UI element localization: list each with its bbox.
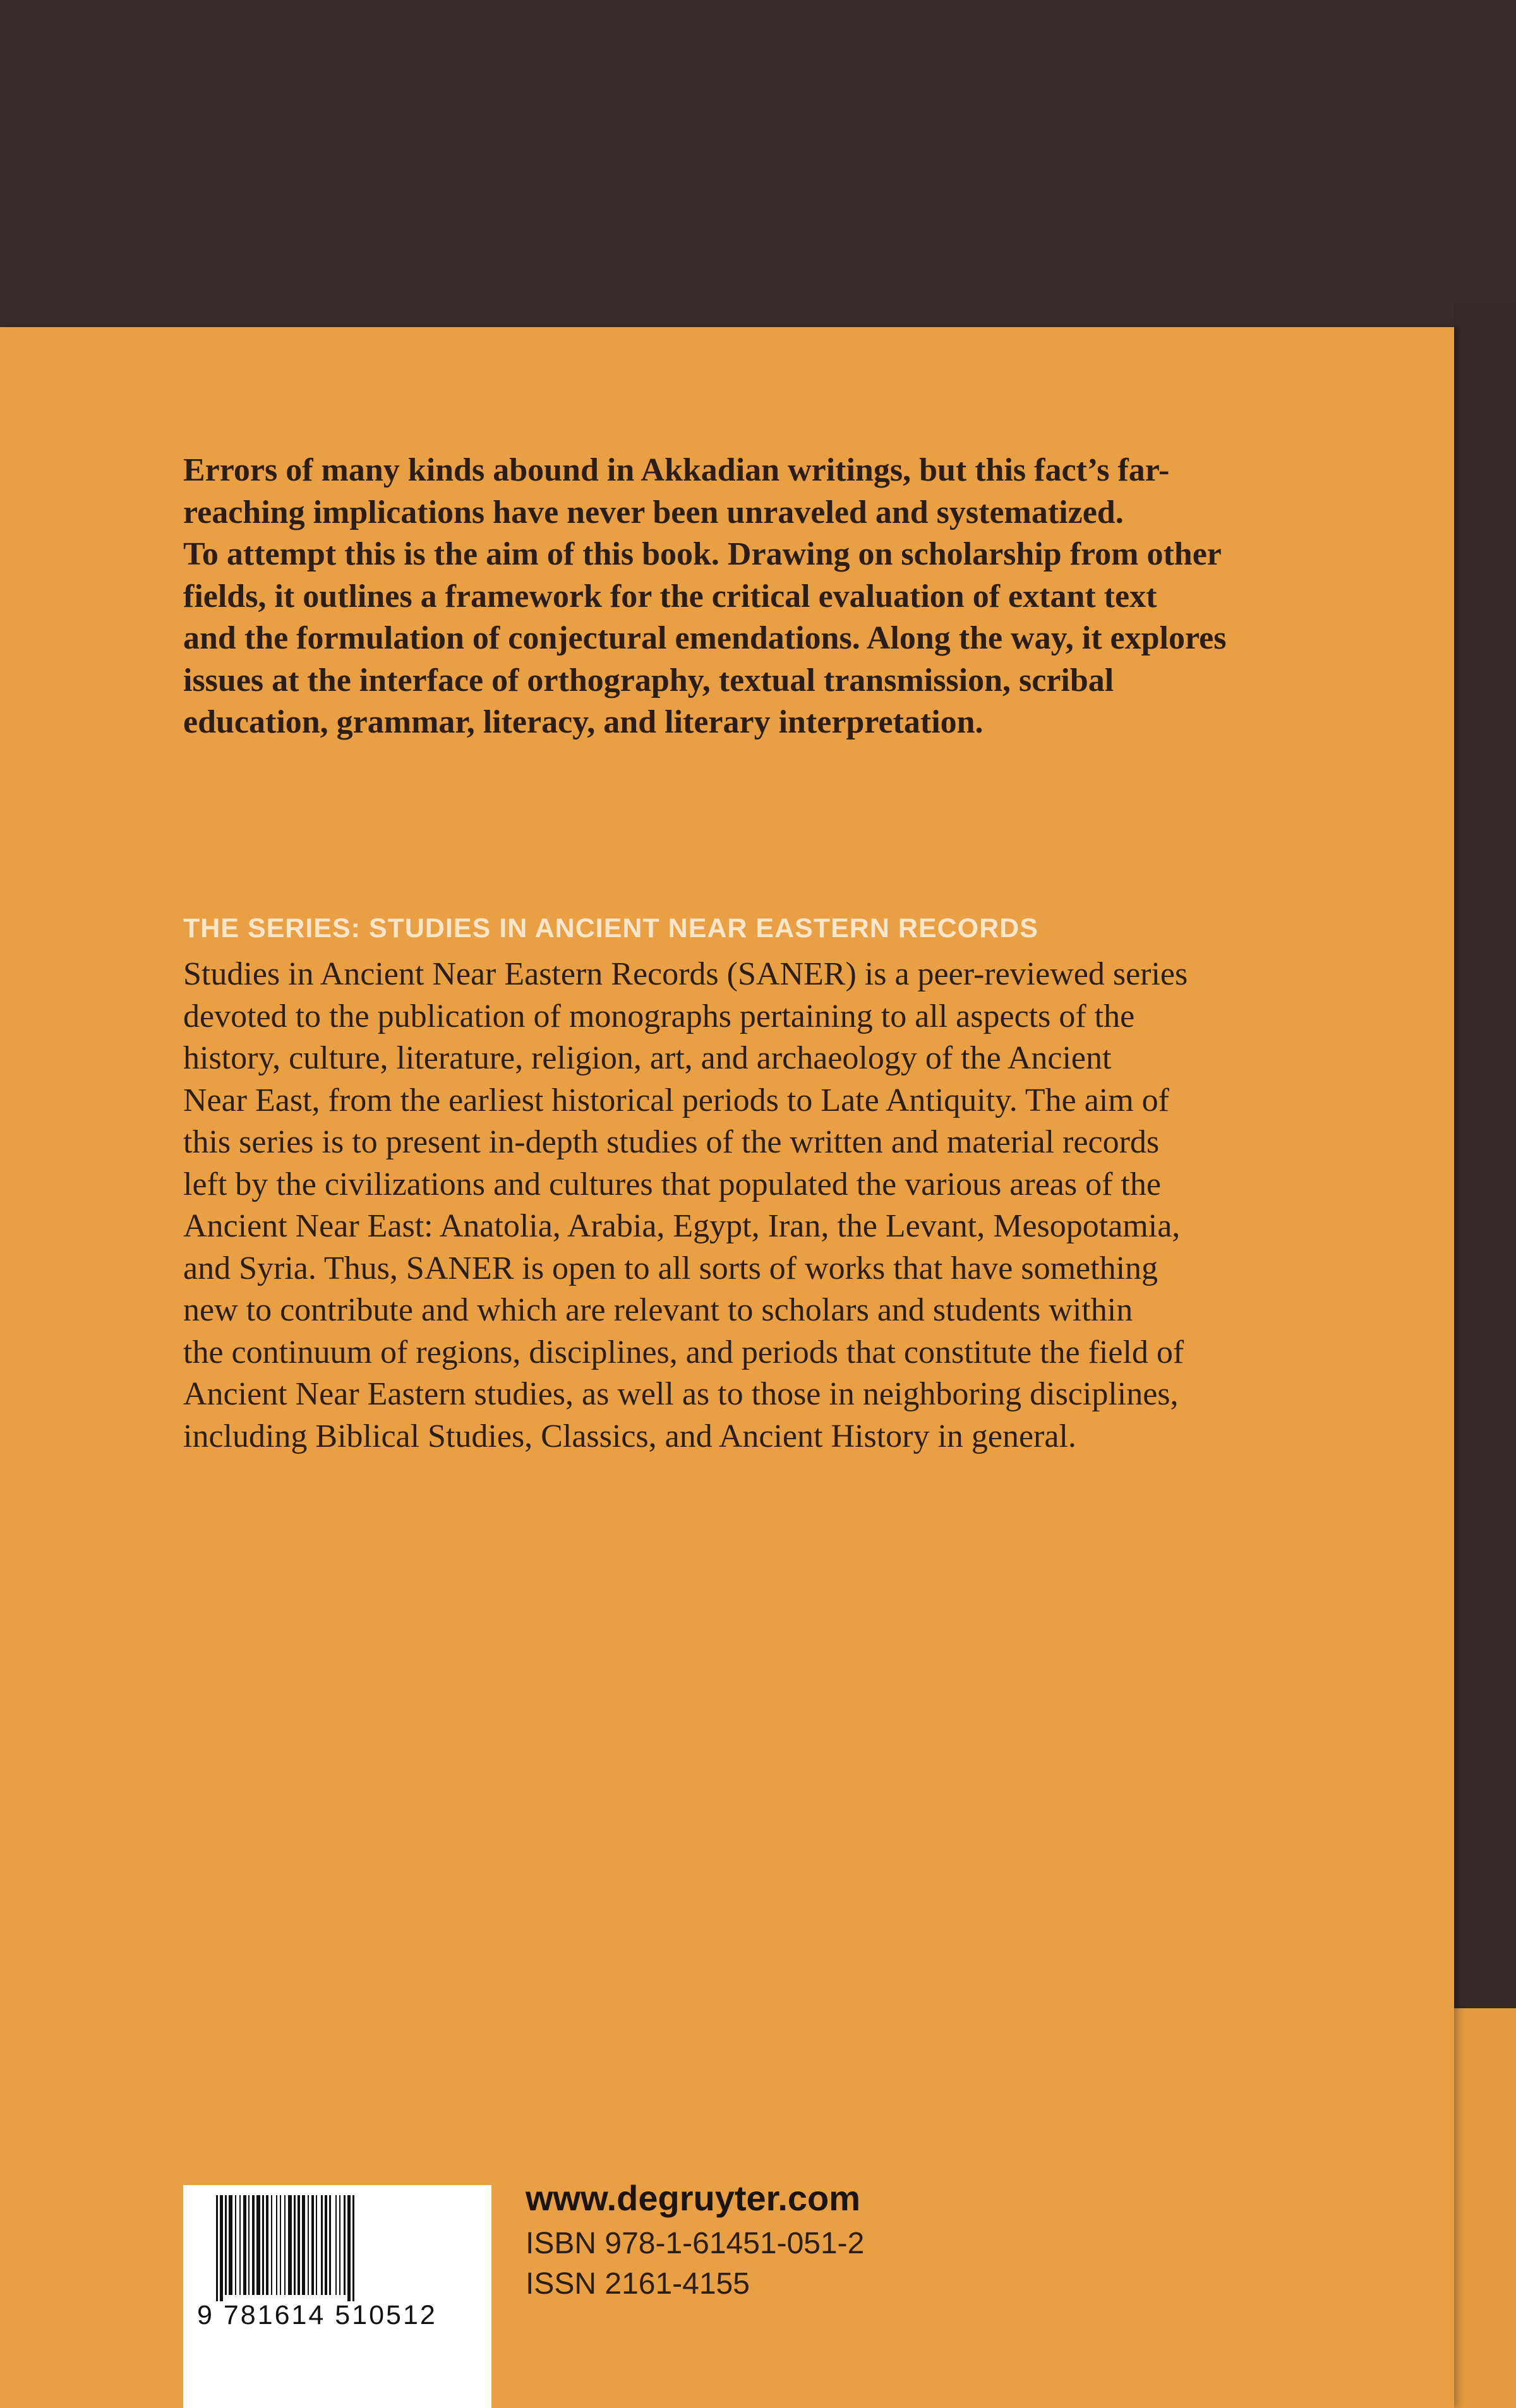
barcode-bar — [271, 2195, 272, 2295]
barcode-bar — [294, 2195, 296, 2295]
series-line: Ancient Near Eastern studies, as well as to those in neighboring disciplines, — [183, 1376, 1179, 1412]
barcode — [183, 2185, 491, 2408]
barcode-bar — [329, 2195, 331, 2295]
barcode-bar — [325, 2195, 327, 2295]
barcode-bar — [308, 2195, 309, 2295]
barcode-bar — [352, 2195, 354, 2301]
top-dark-band — [0, 0, 1516, 327]
blurb-line: reaching implications have never been unraveled and systematized. — [183, 494, 1124, 530]
barcode-bar — [280, 2195, 281, 2295]
series-line: and Syria. Thus, SANER is open to all sorts of works that have something — [183, 1250, 1158, 1286]
series-line: Studies in Ancient Near Eastern Records (SANER) is a peer-reviewed series — [183, 956, 1188, 992]
barcode-bar — [262, 2195, 264, 2295]
spine-orange-band — [1454, 2008, 1516, 2408]
barcode-bar — [225, 2195, 227, 2295]
series-line: devoted to the publication of monographs pertaining to all aspects of the — [183, 998, 1135, 1034]
spine-dark-band — [1454, 303, 1516, 2008]
series-line: this series is to present in-depth studies of the written and material records — [183, 1124, 1160, 1160]
barcode-bar — [276, 2195, 277, 2295]
barcode-bar — [335, 2195, 337, 2295]
barcode-bar — [239, 2195, 241, 2295]
barcode-bar — [344, 2195, 346, 2295]
barcode-digits: 9 781614 510512 — [197, 2300, 437, 2330]
barcode-bar — [235, 2195, 236, 2295]
barcode-bar — [266, 2195, 268, 2295]
blurb-line: education, grammar, literacy, and literary interpretation. — [183, 704, 984, 740]
series-line: new to contribute and which are relevant to scholars and students within — [183, 1292, 1133, 1328]
barcode-bar — [220, 2195, 223, 2301]
series-line: left by the civilizations and cultures that populated the various areas of the — [183, 1166, 1161, 1202]
series-heading: THE SERIES: STUDIES IN ANCIENT NEAR EASTERN RECORDS — [183, 913, 1038, 943]
barcode-bar — [298, 2195, 300, 2295]
barcode-bar — [302, 2195, 305, 2295]
barcode-bar — [347, 2195, 351, 2301]
barcode-bar — [321, 2195, 323, 2295]
blurb-line: and the formulation of conjectural emendations. Along the way, it explores — [183, 620, 1227, 656]
barcode-bar — [284, 2195, 286, 2295]
blurb-line: fields, it outlines a framework for the critical evaluation of extant text — [183, 578, 1157, 614]
barcode-bar — [252, 2195, 255, 2295]
publisher-website[interactable]: www.degruyter.com — [526, 2178, 861, 2218]
barcode-bar — [316, 2195, 317, 2295]
isbn-number: ISBN 978-1-61451-051-2 — [526, 2227, 865, 2260]
series-line: including Biblical Studies, Classics, and Ancient History in general. — [183, 1418, 1076, 1454]
barcode-bar — [288, 2195, 292, 2295]
book-blurb — [183, 450, 1308, 744]
barcode-bar — [229, 2195, 232, 2295]
series-line: Near East, from the earliest historical periods to Late Antiquity. The aim of — [183, 1082, 1169, 1118]
barcode-bar — [256, 2195, 260, 2295]
issn-number: ISSN 2161-4155 — [526, 2267, 750, 2301]
blurb-line: To attempt this is the aim of this book. Drawing on scholarship from other — [183, 536, 1222, 572]
series-description — [183, 954, 1320, 1458]
blurb-line: Errors of many kinds abound in Akkadian writings, but this fact’s far- — [183, 452, 1170, 488]
barcode-bar — [311, 2195, 314, 2295]
series-line: the continuum of regions, disciplines, and periods that constitute the field of — [183, 1334, 1184, 1370]
barcode-bar — [339, 2195, 340, 2295]
barcode-bar — [216, 2195, 218, 2301]
series-line: Ancient Near East: Anatolia, Arabia, Egypt, Iran, the Levant, Mesopotamia, — [183, 1208, 1181, 1244]
series-line: history, culture, literature, religion, art, and archaeology of the Ancient — [183, 1040, 1112, 1076]
barcode-bars-icon — [183, 2185, 491, 2305]
barcode-bar — [248, 2195, 250, 2295]
blurb-line: issues at the interface of orthography, textual transmission, scribal — [183, 662, 1114, 698]
barcode-bar — [243, 2195, 246, 2295]
